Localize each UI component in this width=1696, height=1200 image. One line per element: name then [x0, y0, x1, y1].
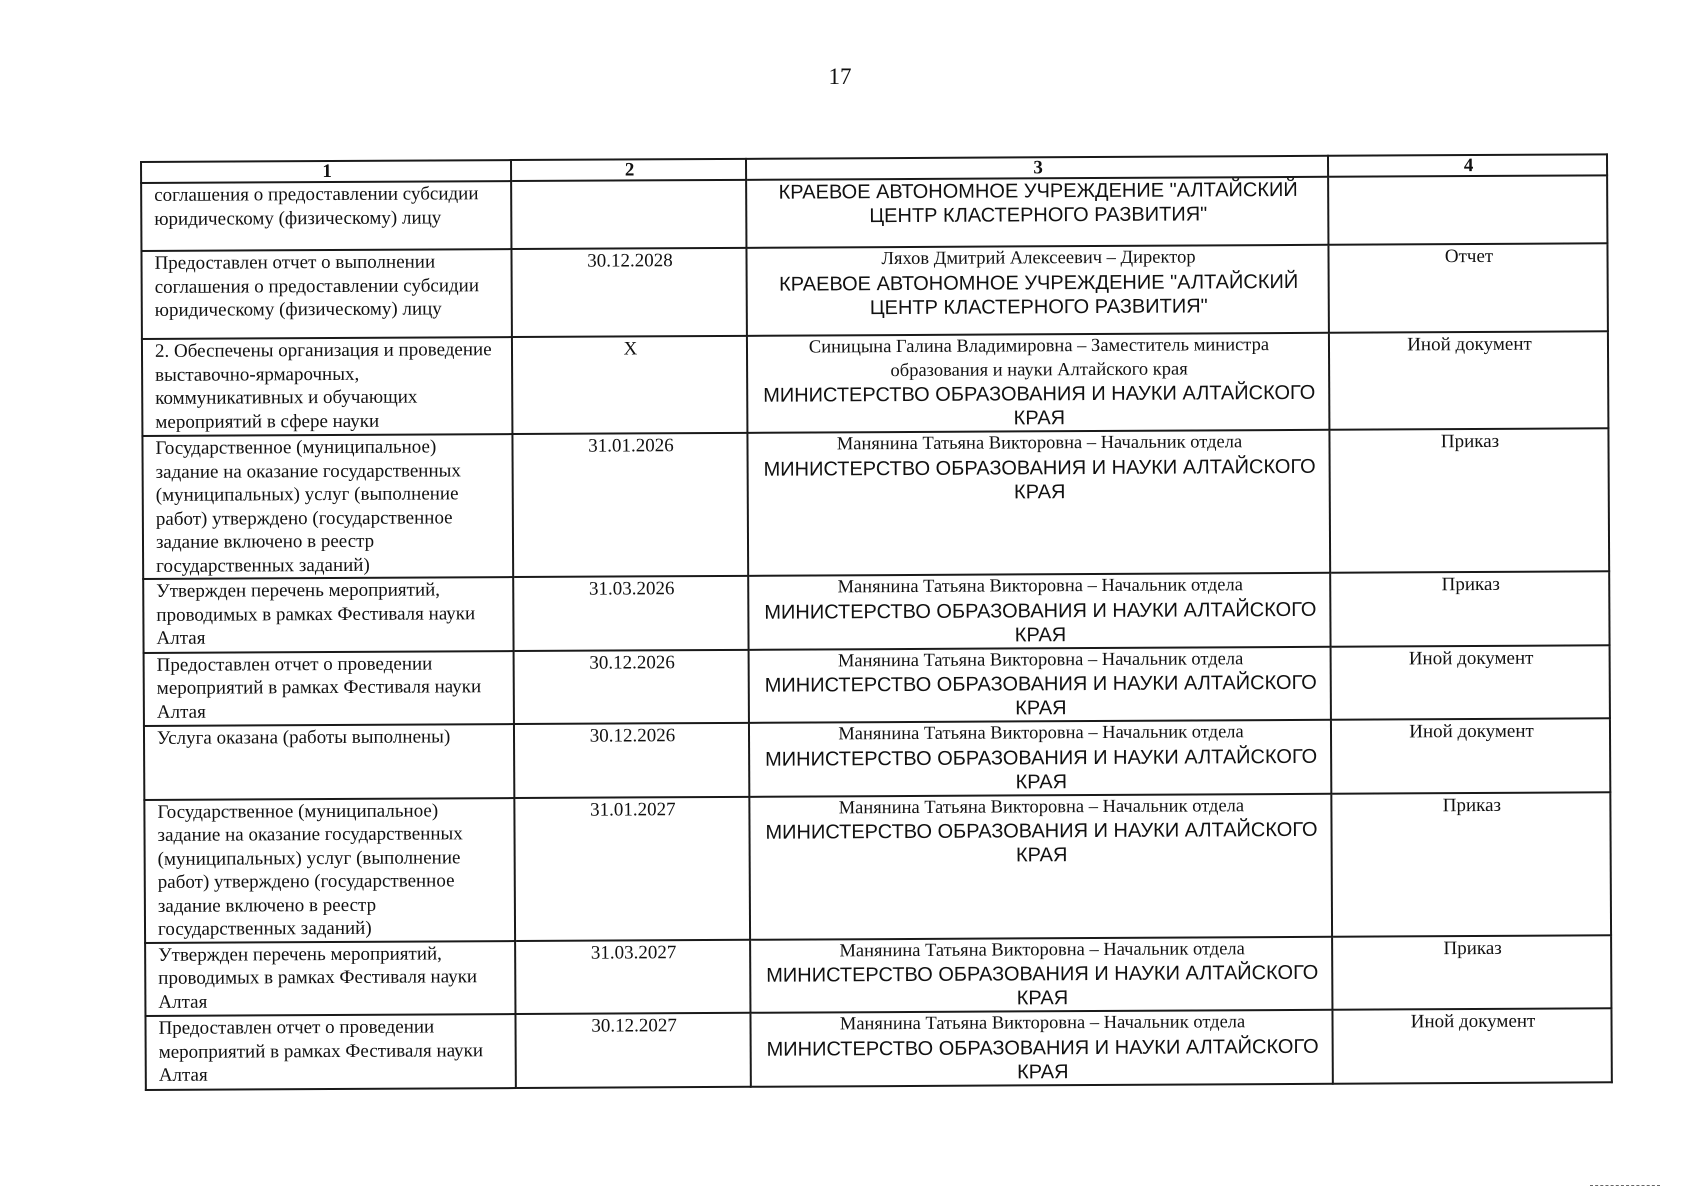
responsible-person: Манянина Татьяна Викторовна – Начальник отдела — [837, 575, 1243, 598]
date-cell: X — [512, 336, 748, 434]
date-cell: 30.12.2026 — [514, 723, 749, 798]
event-cell: 2. Обеспечены организация и проведение выставочно-ярмарочных, коммуникативных и обучающих мероприятий в сфере науки — [142, 337, 513, 436]
responsible-person: Манянина Татьяна Викторовна – Начальник отдела — [838, 795, 1245, 818]
table-row — [144, 645, 1610, 726]
column-header: 4 — [1328, 154, 1607, 176]
document-type-cell — [1328, 175, 1607, 244]
responsible-organization: МИНИСТЕРСТВО ОБРАЗОВАНИЯ И НАУКИ АЛТАЙСКОГО КРАЯ — [766, 1035, 1319, 1083]
column-header: 3 — [746, 156, 1328, 180]
responsible-cell — [746, 177, 1328, 248]
responsible-cell — [748, 573, 1330, 650]
event-cell: Предоставлен отчет о выполнении соглашения о предоставлении субсидии юридическому (физическому) лицу — [141, 249, 511, 339]
event-cell: Утвержден перечень мероприятий, проводимых в рамках Фестиваля науки Алтая — [145, 941, 515, 1016]
responsible-cell — [746, 245, 1328, 336]
document-type-cell: Иной документ — [1331, 645, 1610, 720]
document-type-cell: Иной документ — [1329, 331, 1609, 429]
responsible-organization: МИНИСТЕРСТВО ОБРАЗОВАНИЯ И НАУКИ АЛТАЙСКОГО КРАЯ — [763, 455, 1316, 503]
responsible-organization: МИНИСТЕРСТВО ОБРАЗОВАНИЯ И НАУКИ АЛТАЙСКОГО КРАЯ — [763, 381, 1316, 430]
responsible-organization: КРАЕВОЕ АВТОНОМНОЕ УЧРЕЖДЕНИЕ "АЛТАЙСКИЙ ЦЕНТР КЛАСТЕРНОГО РАЗВИТИЯ" — [779, 270, 1299, 319]
event-cell: Предоставлен отчет о проведении мероприятий в рамках Фестиваля науки Алтая — [144, 651, 514, 726]
date-cell: 30.12.2027 — [515, 1013, 750, 1088]
responsible-cell — [747, 333, 1329, 433]
table-row — [142, 331, 1608, 436]
date-cell: 31.03.2027 — [515, 939, 750, 1014]
table-row — [142, 428, 1609, 579]
table-row — [145, 1008, 1611, 1089]
event-cell: Государственное (муниципальное) задание на оказание государственных (муниципальных) услуг (выполнение работ) утверждено (государственное задание включено в реестр государственных заданий) — [144, 798, 515, 943]
date-cell: 30.12.2026 — [514, 649, 749, 724]
responsible-organization: МИНИСТЕРСТВО ОБРАЗОВАНИЯ И НАУКИ АЛТАЙСКОГО КРАЯ — [765, 818, 1318, 867]
table-row — [143, 571, 1609, 652]
responsible-person: Манянина Татьяна Викторовна – Начальник отдела — [838, 722, 1244, 745]
responsible-person: Манянина Татьяна Викторовна – Начальник отдела — [836, 432, 1243, 455]
results-table — [140, 153, 1613, 1090]
document-type-cell: Приказ — [1330, 571, 1609, 646]
responsible-organization: МИНИСТЕРСТВО ОБРАЗОВАНИЯ И НАУКИ АЛТАЙСКОГО КРАЯ — [765, 745, 1318, 793]
responsible-organization: МИНИСТЕРСТВО ОБРАЗОВАНИЯ И НАУКИ АЛТАЙСКОГО КРАЯ — [766, 961, 1319, 1010]
table-row — [144, 718, 1610, 799]
document-type-cell: Иной документ — [1331, 718, 1610, 793]
responsible-organization: МИНИСТЕРСТВО ОБРАЗОВАНИЯ И НАУКИ АЛТАЙСКОГО КРАЯ — [764, 598, 1317, 646]
document-table-wrapper — [140, 153, 1611, 1090]
event-cell: соглашения о предоставлении субсидии юридическому (физическому) лицу — [141, 181, 511, 251]
responsible-cell — [749, 793, 1332, 939]
document-type-cell: Приказ — [1329, 428, 1609, 572]
date-cell — [511, 180, 746, 249]
document-type-cell: Приказ — [1331, 792, 1611, 936]
responsible-organization: КРАЕВОЕ АВТОНОМНОЕ УЧРЕЖДЕНИЕ "АЛТАЙСКИЙ ЦЕНТР КЛАСТЕРНОГО РАЗВИТИЯ" — [778, 178, 1298, 228]
document-type-cell: Отчет — [1328, 243, 1607, 332]
column-header: 2 — [511, 159, 746, 181]
date-cell: 30.12.2028 — [511, 248, 746, 337]
scan-mark — [1590, 1185, 1660, 1188]
table-row — [144, 792, 1611, 943]
document-type-cell: Иной документ — [1332, 1008, 1611, 1083]
responsible-person: Манянина Татьяна Викторовна – Начальник отдела — [839, 938, 1245, 961]
table-row — [141, 175, 1607, 251]
table-row — [141, 243, 1607, 339]
responsible-cell — [749, 646, 1331, 723]
responsible-person: Синицына Галина Владимировна – Заместитель министра образования и науки Алтайского края — [808, 335, 1270, 381]
responsible-person: Манянина Татьяна Викторовна – Начальник отдела — [837, 648, 1244, 671]
column-header: 1 — [141, 160, 511, 183]
event-cell: Предоставлен отчет о проведении мероприятий в рамках Фестиваля науки Алтая — [145, 1014, 515, 1089]
event-cell: Утвержден перечень мероприятий, проводимых в рамках Фестиваля науки Алтая — [143, 577, 513, 652]
responsible-cell — [750, 936, 1332, 1013]
responsible-cell — [749, 720, 1331, 797]
date-cell: 31.01.2026 — [512, 433, 748, 577]
responsible-organization: МИНИСТЕРСТВО ОБРАЗОВАНИЯ И НАУКИ АЛТАЙСКОГО КРАЯ — [764, 671, 1317, 720]
responsible-person: Ляхов Дмитрий Алексеевич – Директор — [881, 247, 1196, 270]
responsible-cell — [750, 1010, 1332, 1087]
date-cell: 31.03.2026 — [513, 576, 748, 651]
date-cell: 31.01.2027 — [514, 796, 750, 940]
event-cell: Услуга оказана (работы выполнены) — [144, 724, 514, 799]
responsible-cell — [747, 430, 1330, 576]
responsible-person: Манянина Татьяна Викторовна – Начальник отдела — [839, 1012, 1246, 1035]
document-type-cell: Приказ — [1332, 935, 1611, 1010]
event-cell: Государственное (муниципальное) задание на оказание государственных (муниципальных) услуг (выполнение работ) утверждено (государственное задание включено в реестр государственных заданий) — [142, 434, 513, 579]
page-number: 17 — [828, 64, 852, 89]
table-row — [145, 935, 1611, 1016]
